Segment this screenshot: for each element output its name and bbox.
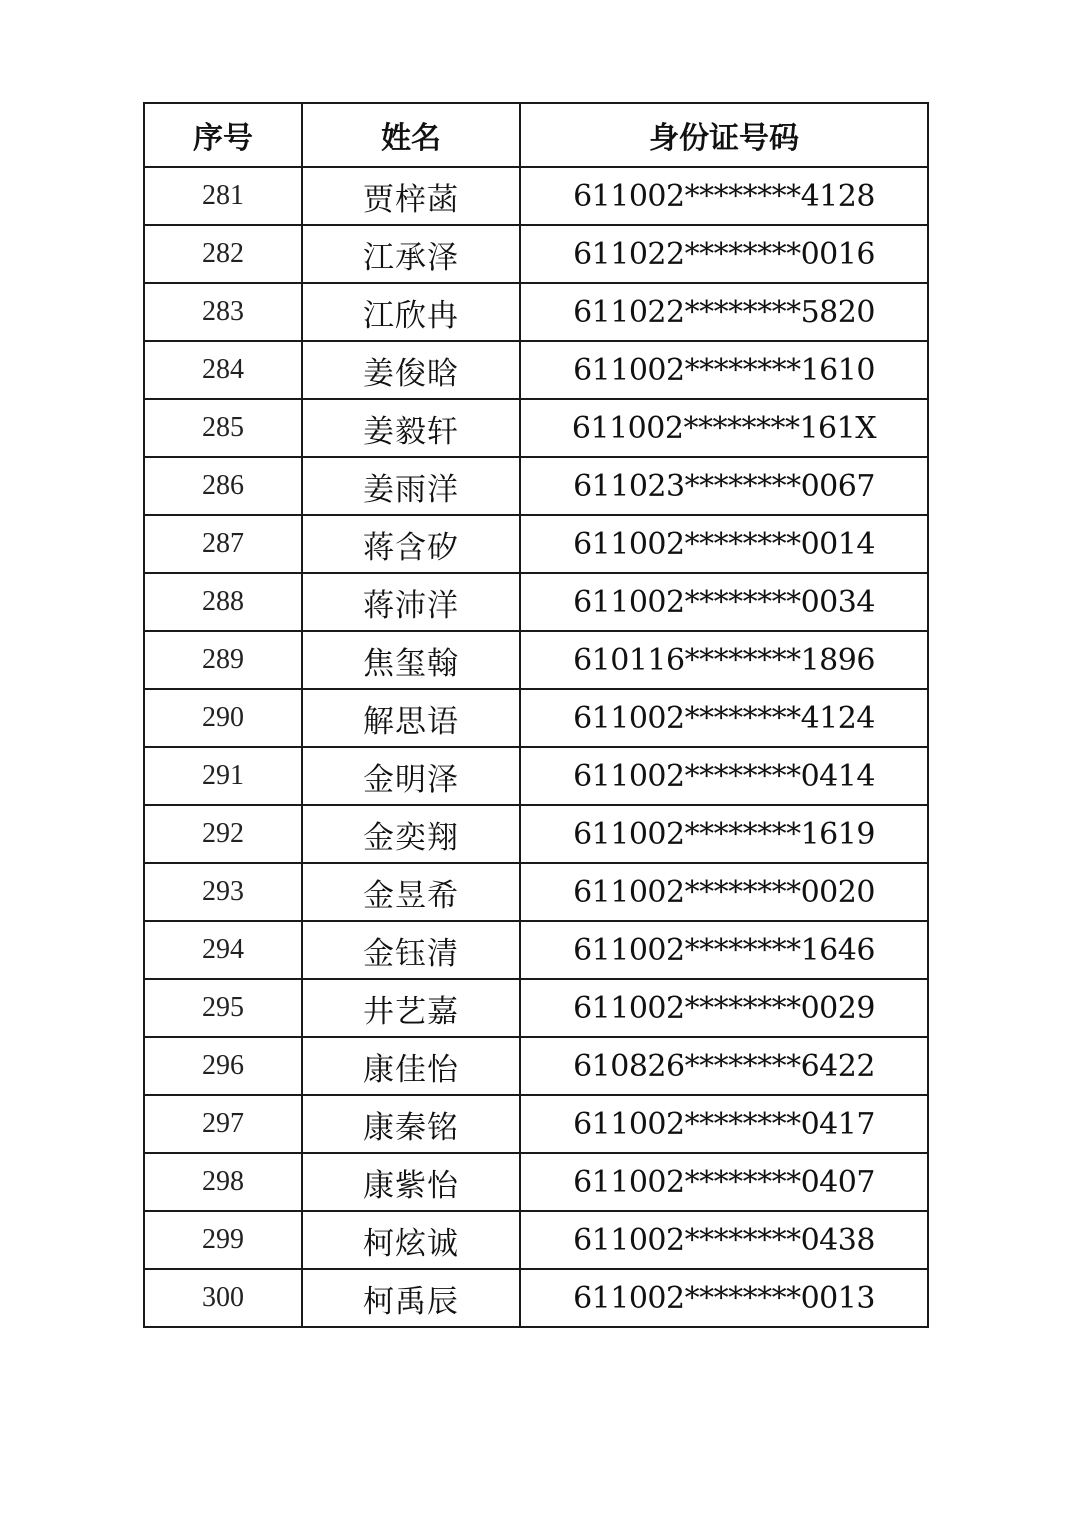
id-number-cell: 611022********5820 <box>520 283 928 341</box>
serial-number-cell: 293 <box>144 863 302 921</box>
id-number-cell: 611002********0013 <box>520 1269 928 1327</box>
table-row <box>144 457 928 515</box>
name-cell: 江欣冉 <box>302 283 520 341</box>
table-row <box>144 283 928 341</box>
id-number-cell: 610116********1896 <box>520 631 928 689</box>
name-cell: 蒋沛洋 <box>302 573 520 631</box>
header-row <box>144 103 928 167</box>
id-number-cell: 611002********1610 <box>520 341 928 399</box>
serial-number-cell: 291 <box>144 747 302 805</box>
serial-number-cell: 300 <box>144 1269 302 1327</box>
name-cell: 焦玺翰 <box>302 631 520 689</box>
name-cell: 柯禹辰 <box>302 1269 520 1327</box>
table-row <box>144 341 928 399</box>
id-number-cell: 611023********0067 <box>520 457 928 515</box>
header-serial-number: 序号 <box>144 103 302 167</box>
serial-number-cell: 290 <box>144 689 302 747</box>
name-cell: 康紫怡 <box>302 1153 520 1211</box>
table-row <box>144 167 928 225</box>
serial-number-cell: 296 <box>144 1037 302 1095</box>
serial-number-cell: 281 <box>144 167 302 225</box>
name-cell: 康秦铭 <box>302 1095 520 1153</box>
id-number-cell: 611002********0407 <box>520 1153 928 1211</box>
id-number-cell: 611002********0020 <box>520 863 928 921</box>
table-row <box>144 631 928 689</box>
serial-number-cell: 297 <box>144 1095 302 1153</box>
serial-number-cell: 298 <box>144 1153 302 1211</box>
name-cell: 金奕翔 <box>302 805 520 863</box>
table-row <box>144 1153 928 1211</box>
name-cell: 江承泽 <box>302 225 520 283</box>
serial-number-cell: 284 <box>144 341 302 399</box>
name-cell: 姜毅轩 <box>302 399 520 457</box>
id-number-cell: 611022********0016 <box>520 225 928 283</box>
roster-table <box>143 102 929 1328</box>
name-cell: 康佳怡 <box>302 1037 520 1095</box>
serial-number-cell: 295 <box>144 979 302 1037</box>
id-number-cell: 611002********1646 <box>520 921 928 979</box>
name-cell: 解思语 <box>302 689 520 747</box>
name-cell: 姜雨洋 <box>302 457 520 515</box>
table-row <box>144 747 928 805</box>
id-number-cell: 611002********0034 <box>520 573 928 631</box>
id-number-cell: 611002********0417 <box>520 1095 928 1153</box>
table-header <box>144 103 928 167</box>
serial-number-cell: 286 <box>144 457 302 515</box>
table-row <box>144 1211 928 1269</box>
serial-number-cell: 282 <box>144 225 302 283</box>
name-cell: 柯炫诚 <box>302 1211 520 1269</box>
serial-number-cell: 294 <box>144 921 302 979</box>
id-number-cell: 611002********4128 <box>520 167 928 225</box>
id-number-cell: 611002********1619 <box>520 805 928 863</box>
serial-number-cell: 285 <box>144 399 302 457</box>
name-cell: 金昱希 <box>302 863 520 921</box>
serial-number-cell: 287 <box>144 515 302 573</box>
table-row <box>144 979 928 1037</box>
table-row <box>144 1037 928 1095</box>
name-cell: 金钰清 <box>302 921 520 979</box>
id-number-cell: 611002********0014 <box>520 515 928 573</box>
name-cell: 蒋含矽 <box>302 515 520 573</box>
id-number-cell: 611002********161X <box>520 399 928 457</box>
id-number-cell: 610826********6422 <box>520 1037 928 1095</box>
name-cell: 姜俊晗 <box>302 341 520 399</box>
table-row <box>144 689 928 747</box>
header-name: 姓名 <box>302 103 520 167</box>
id-number-cell: 611002********0438 <box>520 1211 928 1269</box>
table-row <box>144 921 928 979</box>
id-number-cell: 611002********0029 <box>520 979 928 1037</box>
table-row <box>144 515 928 573</box>
serial-number-cell: 299 <box>144 1211 302 1269</box>
name-cell: 金明泽 <box>302 747 520 805</box>
name-cell: 井艺嘉 <box>302 979 520 1037</box>
table-body <box>144 167 928 1327</box>
table-row <box>144 1269 928 1327</box>
serial-number-cell: 289 <box>144 631 302 689</box>
table-row <box>144 225 928 283</box>
id-number-cell: 611002********0414 <box>520 747 928 805</box>
serial-number-cell: 283 <box>144 283 302 341</box>
id-number-cell: 611002********4124 <box>520 689 928 747</box>
serial-number-cell: 288 <box>144 573 302 631</box>
table-row <box>144 573 928 631</box>
name-cell: 贾梓菡 <box>302 167 520 225</box>
serial-number-cell: 292 <box>144 805 302 863</box>
table-row <box>144 399 928 457</box>
header-id-number: 身份证号码 <box>520 103 928 167</box>
table-row <box>144 863 928 921</box>
table-row <box>144 805 928 863</box>
table-row <box>144 1095 928 1153</box>
